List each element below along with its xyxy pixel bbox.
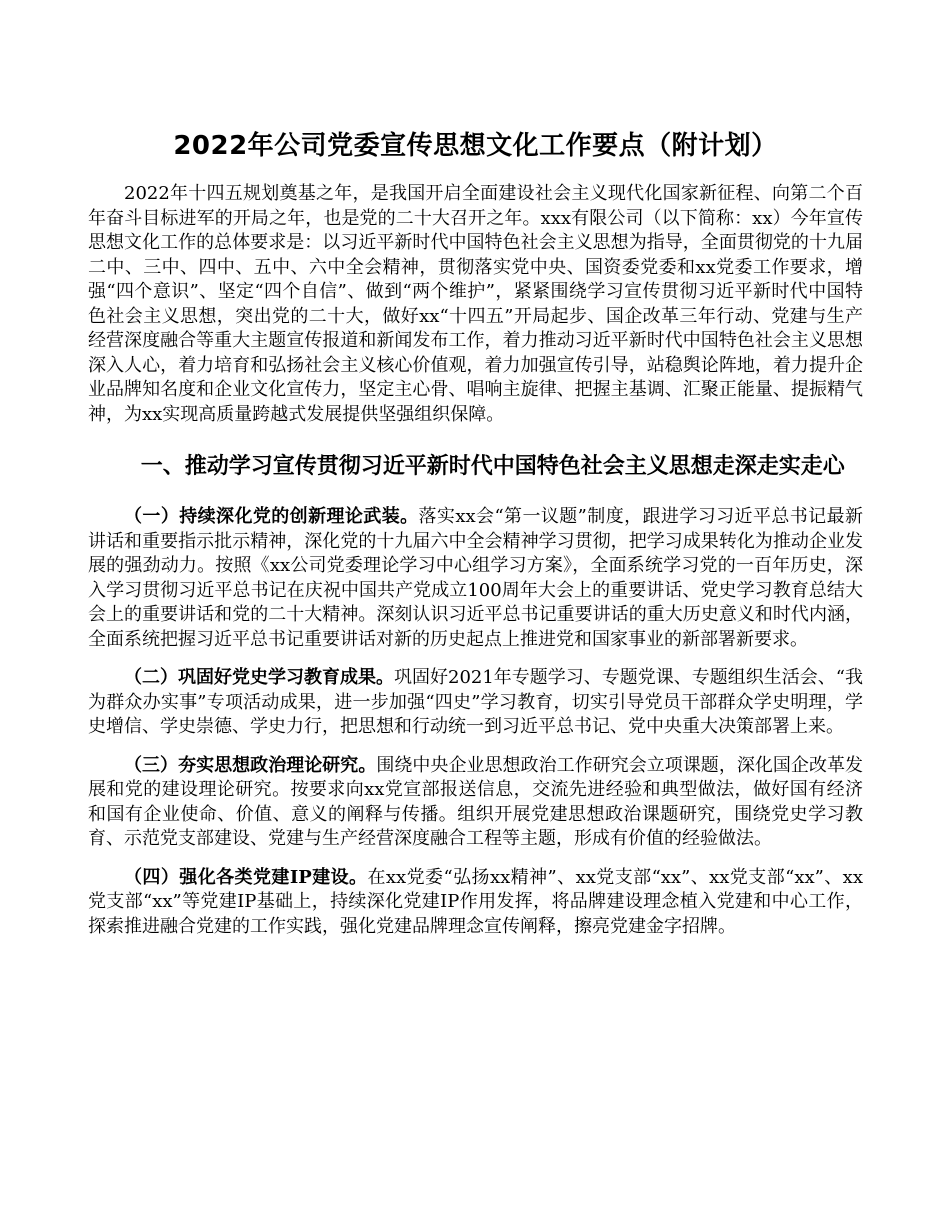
item-lead: （二）巩固好党史学习教育成果。 [124,667,394,688]
item-lead: （四）强化各类党建IP建设。 [124,866,368,888]
item-body: 落实xx会“第一议题”制度，跟进学习习近平总书记最新讲话和重要指示批示精神，深化党的十九届六中全会精神学习贯彻，把学习成果转化为推动企业发展的强劲动力。按照《xx公司党委理论学习中心组学习方案》，全面系统学习党的一百年历史，深入学习贯彻习近平总书记在庆祝中国共产党成立100周年大会上的重要讲话、党史学习教育总结大会上的重要讲话和党的二十大精神。深刻认识习近平总书记重要讲话的重大历史意义和时代内涵，全面系统把握习近平总书记重要讲话对新的历史起点上推进党和国家事业的新部署新要求。 [88,506,863,650]
section-item-4 [88,866,863,940]
item-body: 在xx党委“弘扬xx精神”、xx党支部“xx”、xx党支部“xx”、xx党支部“xx”等党建IP基础上，持续深化党建IP作用发挥，将品牌建设理念植入党建和中心工作，探索推进融合党建的工作实践，强化党建品牌理念宣传阐释，擦亮党建金字招牌。 [88,866,863,937]
section-item-1 [88,505,863,652]
section-heading-1: 一、推动学习宣传贯彻习近平新时代中国特色社会主义思想走深走实走心 [140,454,845,479]
document-page [88,128,863,939]
item-lead: （一）持续深化党的创新理论武装。 [124,506,419,527]
item-lead: （三）夯实思想政治理论研究。 [124,754,377,776]
item-body: 围绕中央企业思想政治工作研究会立项课题，深化国企改革发展和党的建设理论研究。按要求向xx党宣部报送信息，交流先进经验和典型做法，做好国有经济和国有企业使命、价值、意义的阐释与传播。组织开展党建思想政治课题研究，围绕党史学习教育、示范党支部建设、党建与生产经营深度融合工程等主题，形成有价值的经验做法。 [88,754,864,849]
document-title: 2022年公司党委宣传思想文化工作要点（附计划） [173,131,778,161]
intro-paragraph: 2022年十四五规划奠基之年，是我国开启全面建设社会主义现代化国家新征程、向第二个百年奋斗目标进军的开局之年，也是党的二十大召开之年。xxx有限公司（以下简称：xx）今年宣传思想文化工作的总体要求是：以习近平新时代中国特色社会主义思想为指导，全面贯彻党的十九届二中、三中、四中、五中、六中全会精神，贯彻落实党中央、国资委党委和xx党委工作要求，增强“四个意识”、坚定“四个自信”、做到“两个维护”，紧紧围绕学习宣传贯彻习近平新时代中国特色社会主义思想，突出党的二十大，做好xx“十四五”开局起步、国企改革三年行动、党建与生产经营深度融合等重大主题宣传报道和新闻发布工作，着力推动习近平新时代中国特色社会主义思想深入人心，着力培育和弘扬社会主义核心价值观，着力加强宣传引导，站稳舆论阵地，着力提升企业品牌知名度和企业文化宣传力，坚定主心骨、唱响主旋律、把握主基调、汇聚正能量、提振精气神，为xx实现高质量跨越式发展提供坚强组织保障。 [88,183,863,425]
item-body: 巩固好2021年专题学习、专题党课、专题组织生活会、“我为群众办实事”专项活动成果，进一步加强“四史”学习教育，切实引导党员干部群众学史明理，学史增信、学史崇德、学史力行，把思想和行动统一到习近平总书记、党中央重大决策部署上来。 [88,667,864,737]
section-item-3 [88,754,863,852]
section-item-2 [88,666,863,740]
